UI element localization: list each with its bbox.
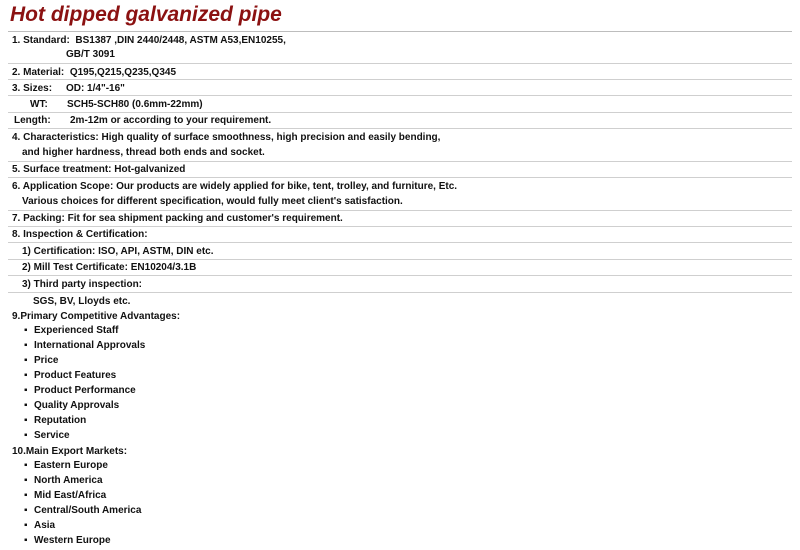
spec-certification xyxy=(22,246,214,258)
spec-standard-cont: GB/T 3091 xyxy=(66,49,115,60)
advantage-item xyxy=(24,325,118,337)
bullet-icon: ▪ xyxy=(24,535,28,546)
market-item-label: Eastern Europe xyxy=(34,460,108,471)
spec-value: OD: 1/4"-16" xyxy=(65,83,125,94)
spec-value: High quality of surface smoothness, high precision and easily bending, xyxy=(101,132,441,143)
spec-value: Our products are widely applied for bike, tent, trolley, and furniture, Etc. xyxy=(116,181,458,192)
market-item-label: Central/South America xyxy=(34,505,142,516)
spec-sizes xyxy=(12,83,125,95)
advantage-item-label: International Approvals xyxy=(34,340,146,351)
bullet-icon: ▪ xyxy=(24,385,28,396)
divider xyxy=(8,112,792,113)
spec-material xyxy=(12,67,176,79)
spec-label: 1. Standard: xyxy=(12,35,70,46)
advantage-item xyxy=(24,430,70,442)
divider xyxy=(8,259,792,260)
market-item xyxy=(24,535,111,547)
spec-label: 2. Material: xyxy=(12,67,65,78)
spec-label: 1) Certification: xyxy=(22,246,96,257)
spec-label: 6. Application Scope: xyxy=(12,181,114,192)
bullet-icon: ▪ xyxy=(24,370,28,381)
spec-inspection: 8. Inspection & Certification: xyxy=(12,229,148,240)
markets-heading: 10.Main Export Markets: xyxy=(12,446,128,457)
advantage-item xyxy=(24,400,119,412)
bullet-icon: ▪ xyxy=(24,415,28,426)
spec-value: EN10204/3.1B xyxy=(130,262,197,273)
divider xyxy=(8,128,792,129)
spec-characteristics-cont: and higher hardness, thread both ends and socket. xyxy=(22,147,265,158)
bullet-icon: ▪ xyxy=(24,325,28,336)
advantage-item-label: Price xyxy=(34,355,59,366)
spec-characteristics xyxy=(12,132,440,144)
spec-length-label: Length: xyxy=(14,115,51,126)
market-item-label: North America xyxy=(34,475,103,486)
divider xyxy=(8,79,792,80)
spec-label: 5. Surface treatment: xyxy=(12,164,112,175)
spec-application-cont: Various choices for different specification, would fully meet client's satisfaction. xyxy=(22,196,403,207)
spec-surface xyxy=(12,164,185,176)
bullet-icon: ▪ xyxy=(24,340,28,351)
divider xyxy=(8,275,792,276)
advantage-item xyxy=(24,415,86,427)
divider xyxy=(8,177,792,178)
page-title: Hot dipped galvanized pipe xyxy=(10,3,282,26)
spec-value: Q195,Q215,Q235,Q345 xyxy=(69,67,176,78)
spec-value: Fit for sea shipment packing and customer's requirement. xyxy=(67,213,343,224)
spec-application xyxy=(12,181,457,193)
market-item-label: Mid East/Africa xyxy=(34,490,107,501)
market-item xyxy=(24,520,55,532)
market-item xyxy=(24,490,106,502)
divider xyxy=(8,226,792,227)
divider xyxy=(8,31,792,32)
divider xyxy=(8,210,792,211)
market-item-label: Asia xyxy=(34,520,56,531)
divider xyxy=(8,161,792,162)
market-item xyxy=(24,475,103,487)
spec-value: ISO, API, ASTM, DIN etc. xyxy=(98,246,214,257)
spec-wt-label: WT: xyxy=(30,99,48,110)
spec-label: 4. Characteristics: xyxy=(12,132,99,143)
spec-third-party: 3) Third party inspection: xyxy=(22,279,143,290)
bullet-icon: ▪ xyxy=(24,490,28,501)
market-item xyxy=(24,460,108,472)
spec-mill-test xyxy=(22,262,196,274)
spec-standard xyxy=(12,35,286,47)
bullet-icon: ▪ xyxy=(24,505,28,516)
bullet-icon: ▪ xyxy=(24,475,28,486)
spec-length-value: 2m-12m or according to your requirement. xyxy=(70,115,272,126)
divider xyxy=(8,95,792,96)
spec-third-party-cont: SGS, BV, Lloyds etc. xyxy=(33,296,131,307)
advantage-item-label: Quality Approvals xyxy=(34,400,120,411)
advantage-item-label: Experienced Staff xyxy=(34,325,119,336)
bullet-icon: ▪ xyxy=(24,430,28,441)
advantage-item xyxy=(24,370,116,382)
bullet-icon: ▪ xyxy=(24,460,28,471)
market-item xyxy=(24,505,141,517)
advantage-item xyxy=(24,355,58,367)
spec-label: 7. Packing: xyxy=(12,213,65,224)
spec-value: Hot-galvanized xyxy=(114,164,186,175)
spec-label: 2) Mill Test Certificate: xyxy=(22,262,128,273)
advantage-item-label: Product Performance xyxy=(34,385,136,396)
advantage-item-label: Product Features xyxy=(34,370,117,381)
advantages-heading: 9.Primary Competitive Advantages: xyxy=(12,311,181,322)
spec-value: BS1387 ,DIN 2440/2448, ASTM A53,EN10255, xyxy=(75,35,286,46)
divider xyxy=(8,63,792,64)
bullet-icon: ▪ xyxy=(24,400,28,411)
spec-label: 3. Sizes: xyxy=(12,83,53,94)
advantage-item-label: Reputation xyxy=(34,415,87,426)
advantage-item xyxy=(24,385,136,397)
bullet-icon: ▪ xyxy=(24,355,28,366)
advantage-item-label: Service xyxy=(34,430,70,441)
divider xyxy=(8,292,792,293)
divider xyxy=(8,242,792,243)
spec-packing xyxy=(12,213,343,225)
spec-wt-value: SCH5-SCH80 (0.6mm-22mm) xyxy=(67,99,203,110)
market-item-label: Western Europe xyxy=(34,535,111,546)
bullet-icon: ▪ xyxy=(24,520,28,531)
advantage-item xyxy=(24,340,145,352)
